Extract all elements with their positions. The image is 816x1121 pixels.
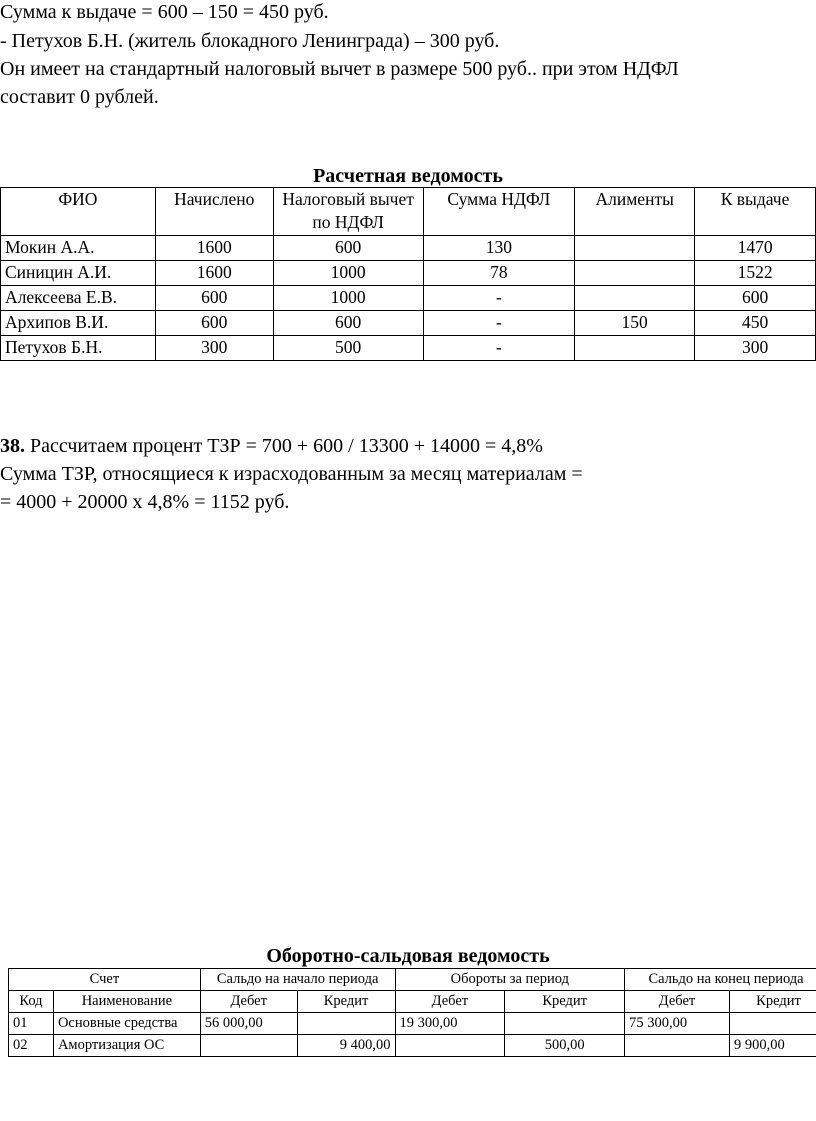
payroll-header-cell: К выдаче [695,188,816,236]
table-row [9,1013,816,1035]
table-row [9,1035,816,1057]
table-cell: Синицин А.И. [1,261,156,286]
table-cell: 600 [155,311,273,336]
payroll-header-cell: Начислено [155,188,273,236]
turnover-table [8,968,816,1057]
table-cell: 600 [155,286,273,311]
table-cell: 1000 [273,261,423,286]
task38-line-2: Сумма ТЗР, относящиеся к израсходованным за месяц материалам = [0,463,583,485]
table-cell: 1522 [695,261,816,286]
table-cell [297,1013,395,1035]
table-cell: 9 900,00 [730,1035,816,1057]
table-cell: 1600 [155,236,273,261]
payroll-header-cell: Алименты [575,188,695,236]
table-cell: 150 [575,311,695,336]
sub-header-cell: Дебет [200,991,297,1013]
table-cell: 500 [273,336,423,361]
task38-line-3: = 4000 + 20000 х 4,8% = 1152 руб. [0,491,290,513]
table-cell: 1470 [695,236,816,261]
table-cell [730,1013,816,1035]
table-cell: 300 [695,336,816,361]
table-cell: 450 [695,311,816,336]
turnover-sub-header-row [9,991,816,1013]
table-cell: 75 300,00 [625,1013,730,1035]
table-cell: Мокин А.А. [1,236,156,261]
sub-header-cell: Кредит [505,991,625,1013]
table-cell: 56 000,00 [200,1013,297,1035]
task38-text: Рассчитаем процент ТЗР = 700 + 600 / 13300 + 14000 = 4,8% [25,435,543,457]
table-cell: 300 [155,336,273,361]
table-cell: 19 300,00 [395,1013,505,1035]
table-cell: 1600 [155,261,273,286]
table-cell: 600 [695,286,816,311]
turnover-group-header-row [9,969,816,991]
table-cell: Алексеева Е.В. [1,286,156,311]
table-cell: Основные средства [53,1013,200,1035]
intro-line-4: составит 0 рублей. [0,86,159,108]
table-cell: Петухов Б.Н. [1,336,156,361]
table-cell: 130 [423,236,575,261]
sub-header-cell: Дебет [395,991,505,1013]
group-header-account: Счет [9,969,201,991]
payroll-header-cell: Сумма НДФЛ [423,188,575,236]
table-cell [395,1035,505,1057]
turnover-title: Оборотно-сальдовая ведомость [266,945,550,967]
table-cell: 600 [273,311,423,336]
intro-line-2: - Петухов Б.Н. (житель блокадного Ленинграда) – 300 руб. [0,30,500,52]
task-number: 38. [0,435,25,457]
sub-header-cell: Код [9,991,54,1013]
intro-line-1: Сумма к выдаче = 600 – 150 = 450 руб. [0,1,329,23]
table-cell: Амортизация ОС [53,1035,200,1057]
table-cell: Архипов В.И. [1,311,156,336]
group-header-turnover: Обороты за период [395,969,625,991]
table-cell: - [423,336,575,361]
table-cell: 500,00 [505,1035,625,1057]
table-cell: 1000 [273,286,423,311]
table-cell: 600 [273,236,423,261]
table-cell: 02 [9,1035,54,1057]
table-cell: 01 [9,1013,54,1035]
table-cell [200,1035,297,1057]
table-cell: 9 400,00 [297,1035,395,1057]
group-header-opening: Сальдо на начало периода [200,969,395,991]
table-cell: 78 [423,261,575,286]
table-cell: - [423,311,575,336]
table-cell: - [423,286,575,311]
payroll-header-cell: ФИО [1,188,156,236]
sub-header-cell: Кредит [297,991,395,1013]
payroll-title: Расчетная ведомость [313,165,503,187]
table-cell [505,1013,625,1035]
intro-line-3: Он имеет на стандартный налоговый вычет в размере 500 руб.. при этом НДФЛ [0,58,679,80]
table-cell [625,1035,730,1057]
sub-header-cell: Дебет [625,991,730,1013]
sub-header-cell: Наименование [53,991,200,1013]
payroll-header-cell: Налоговый вычет по НДФЛ [273,188,423,236]
sub-header-cell: Кредит [730,991,816,1013]
group-header-closing: Сальдо на конец периода [625,969,816,991]
